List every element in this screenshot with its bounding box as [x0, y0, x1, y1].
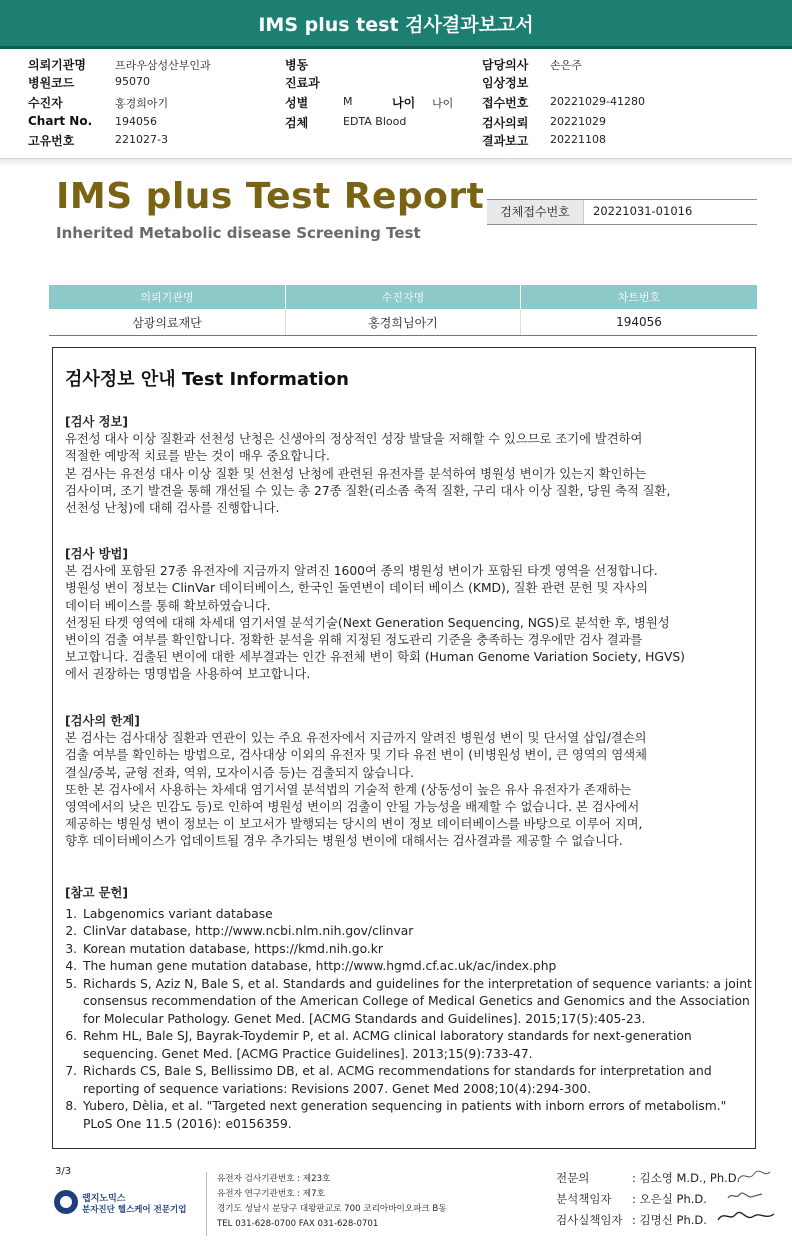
header-field-label: 검사의뢰 — [482, 116, 529, 130]
age-value: 나이 — [432, 97, 454, 110]
logo-tagline: 분자진단 헬스케어 전문기업 — [82, 1205, 187, 1215]
signature-3-icon — [716, 1206, 776, 1226]
header-field-value: 20221108 — [550, 133, 606, 146]
header-field-label: 결과보고 — [482, 134, 529, 148]
paragraph-line: 영역에서의 낮은 민감도 등)로 인하여 병원성 변이의 검출이 안될 가능성을 배제할 수 없습니다. 본 검사에서 — [65, 800, 640, 815]
header-field-value: 194056 — [115, 115, 157, 128]
section-heading: 검사정보 안내 Test Information — [65, 369, 349, 390]
report-banner: IMS plus test 검사결과보고서 — [0, 0, 792, 49]
signer-name: : 오은실 Ph.D. — [632, 1192, 707, 1206]
table-header: 차트번호 — [521, 285, 758, 309]
header-field-label: 병동 — [285, 58, 309, 72]
address-line: 경기도 성남시 분당구 대왕판교로 700 코리아바이오파크 B동 — [217, 1204, 447, 1214]
paragraph-line: 병원성 변이 정보는 ClinVar 데이터베이스, 한국인 돌연변이 데이터 베이스 (KMD), 질환 관련 문헌 및 자사의 — [65, 581, 649, 596]
section-test-method — [65, 546, 755, 684]
section-title: [참고 문헌] — [65, 886, 129, 900]
header-field-value: M — [343, 95, 353, 108]
paragraph-line: 에서 권장하는 명명법을 사용하여 보고합니다. — [65, 667, 311, 682]
table-header: 의뢰기관명 — [49, 285, 286, 309]
signature-2-icon — [726, 1188, 766, 1204]
reference-item: 4. The human gene mutation database, http://www.hgmd.cf.ac.uk/ac/index.php — [81, 958, 755, 976]
header-field-label: 임상정보 — [482, 76, 529, 90]
address-line: TEL 031-628-0700 FAX 031-628-0701 — [217, 1219, 379, 1229]
header-field-label: 진료과 — [285, 76, 320, 90]
section-title: [검사 정보] — [65, 415, 129, 429]
reference-item: 3. Korean mutation database, https://kmd.nih.go.kr — [81, 941, 755, 959]
signer-role: 전문의 — [556, 1171, 590, 1185]
header-field-label: 성별 — [285, 96, 309, 110]
signatures-block — [556, 1168, 740, 1231]
address-line: 유전자 연구기관번호 : 제7호 — [217, 1189, 325, 1199]
paragraph-line: 향후 데이터베이스가 업데이트될 경우 추가되는 병원성 변이에 대해서는 검사결과를 제공할 수 없습니다. — [65, 834, 623, 849]
table-cell: 194056 — [521, 309, 758, 336]
reference-item: 1. Labgenomics variant database — [81, 906, 755, 924]
signer-name: : 김소영 M.D., Ph.D. — [632, 1171, 741, 1185]
header-field-value: 221027-3 — [115, 133, 168, 146]
reference-item: 8. Yubero, Dèlia, et al. "Targeted next generation sequencing in patients with inborn errors of metabolism." PLoS One 11.5 (2016): e0156359. — [81, 1098, 755, 1133]
table-cell: 홍경희님아기 — [286, 309, 521, 336]
paragraph-line: 본 검사는 유전성 대사 이상 질환 및 선천성 난청에 관련된 유전자를 분석하여 병원성 변이가 있는지 확인하는 — [65, 466, 647, 481]
paragraph-line: 선정된 타겟 영역에 대해 차세대 염기서열 분석기술(Next Generation Sequencing, NGS)로 분석한 후, 병원성 — [65, 615, 670, 630]
reference-item: 2. ClinVar database, http://www.ncbi.nlm.nih.gov/clinvar — [81, 923, 755, 941]
address-line: 유전자 검사기관번호 : 제23호 — [217, 1174, 331, 1184]
paragraph-line: 적절한 예방적 치료를 받는 것이 매우 중요합니다. — [65, 449, 330, 464]
signer-role: 분석책임자 — [556, 1192, 612, 1206]
section-test-info — [65, 414, 755, 517]
logo-name: 랩지노믹스 — [82, 1194, 126, 1204]
report-title: IMS plus Test Report — [56, 176, 485, 217]
section-test-limitations — [65, 713, 755, 851]
references-section — [65, 885, 755, 1133]
paragraph-line: 결실/중복, 균형 전좌, 역위, 모자이시즘 등)는 검출되지 않습니다. — [65, 765, 414, 780]
reference-item: 7. Richards CS, Bale S, Bellissimo DB, et al. ACMG recommendations for standards for interpretation and reporting of sequence variations: Revisions 2007. Genet Med 2008;10(4):294-300. — [81, 1063, 755, 1098]
page-number: 3/3 — [55, 1166, 72, 1177]
signer-role: 검사실책임자 — [556, 1213, 623, 1227]
header-field-label: 담당의사 — [482, 58, 529, 72]
header-field-value: 손은주 — [550, 59, 582, 72]
header-field-value: EDTA Blood — [343, 115, 407, 128]
company-logo — [54, 1188, 204, 1218]
table-cell: 삼광의료재단 — [49, 309, 286, 336]
section-title: [검사의 한계] — [65, 714, 140, 728]
signature-1-icon — [736, 1168, 776, 1184]
specimen-number-label: 검체접수번호 — [487, 200, 584, 224]
signer-name: : 김명신 Ph.D. — [632, 1213, 707, 1227]
header-field-label: 병원코드 — [28, 76, 75, 90]
header-field-value: 95070 — [115, 75, 150, 88]
logo-circle-icon — [54, 1190, 78, 1214]
reference-item: 6. Rehm HL, Bale SJ, Bayrak-Toydemir P, et al. ACMG clinical laboratory standards for next-generation sequencing. Genet Med. [ACMG Practice Guidelines]. 2013;15(9):733-47. — [81, 1028, 755, 1063]
header-field-label: 의뢰기관명 — [28, 58, 86, 72]
section-title: [검사 방법] — [65, 547, 129, 561]
header-field-label: 고유번호 — [28, 134, 75, 148]
header-field-value: 홍경희아기 — [115, 97, 169, 110]
lab-address-block — [206, 1172, 517, 1236]
paragraph-line: 또한 본 검사에서 사용하는 차세대 염기서열 분석법의 기술적 한계 (상동성이 높은 유사 유전자가 존재하는 — [65, 782, 632, 797]
reference-list — [65, 906, 755, 1134]
page-footer — [0, 1158, 792, 1240]
reference-item: 5. Richards S, Aziz N, Bale S, et al. Standards and guidelines for the interpretation of sequence variants: a joint consensus recommendation of the American College of Medical Genetics and Genomics and the Association for Molecular Pathology. Genet Med. [ACMG Standards and Guidelines]. 2015;17(5):405-23. — [81, 976, 755, 1029]
paragraph-line: 변이의 검출 여부를 확인합니다. 정확한 분석을 위해 지정된 정도관리 기준을 충족하는 경우에만 검사 결과를 — [65, 633, 643, 648]
paragraph-line: 유전성 대사 이상 질환과 선천성 난청은 신생아의 정상적인 성장 발달을 저해할 수 있으므로 조기에 발견하여 — [65, 432, 643, 447]
table-header: 수진자명 — [286, 285, 521, 309]
specimen-number-box — [487, 199, 757, 225]
header-field-label: Chart No. — [28, 114, 93, 128]
paragraph-line: 제공하는 병원성 변이 정보는 이 보고서가 발행되는 당시의 변이 정보 데이터베이스를 바탕으로 이루어 지며, — [65, 817, 643, 832]
header-field-value: 20221029 — [550, 115, 606, 128]
test-information-box — [52, 347, 756, 1149]
report-subtitle: Inherited Metabolic disease Screening Test — [56, 224, 421, 242]
header-field-value: 프라우삼성산부인과 — [115, 59, 211, 72]
specimen-number-value: 20221031-01016 — [593, 204, 693, 218]
header-field-label: 수진자 — [28, 96, 63, 110]
paragraph-line: 선천성 난청)에 대해 검사를 진행합니다. — [65, 501, 280, 516]
age-label: 나이 — [392, 96, 416, 110]
paragraph-line: 검출 여부를 확인하는 방법으로, 검사대상 이외의 유전자 및 기타 유전 변이 (비병원성 변이, 큰 영역의 염색체 — [65, 748, 648, 763]
paragraph-line: 본 검사는 검사대상 질환과 연관이 있는 주요 유전자에서 지금까지 알려진 병원성 변이 및 단서열 삽입/결손의 — [65, 731, 647, 746]
header-field-label: 검체 — [285, 116, 309, 130]
header-field-label: 접수번호 — [482, 96, 529, 110]
header-field-value: 20221029-41280 — [550, 95, 645, 108]
header-divider — [0, 158, 792, 166]
paragraph-line: 데이터 베이스를 통해 확보하였습니다. — [65, 598, 271, 613]
paragraph-line: 검사이며, 조기 발견을 통해 개선될 수 있는 총 27종 질환(리소좀 축적 질환, 구리 대사 이상 질환, 당원 축적 질환, — [65, 483, 671, 498]
paragraph-line: 본 검사에 포함된 27종 유전자에 지금까지 알려진 1600여 종의 병원성 변이가 포함된 타겟 영역을 선정합니다. — [65, 564, 658, 579]
paragraph-line: 보고합니다. 검출된 변이에 대한 세부결과는 인간 유전체 변이 학회 (Human Genome Variation Society, HGVS) — [65, 650, 685, 665]
patient-summary-table — [49, 285, 757, 336]
patient-header — [0, 52, 792, 158]
